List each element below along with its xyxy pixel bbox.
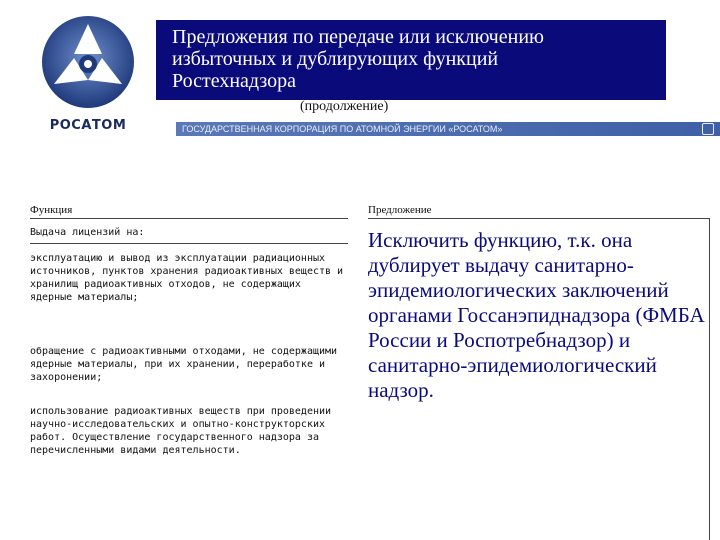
subtitle: (продолжение) <box>300 99 389 114</box>
functions-table <box>30 200 710 540</box>
header-divider <box>368 218 710 219</box>
title-line: Предложения по передаче или исключению <box>172 26 544 48</box>
rosatom-logo-icon <box>40 14 136 114</box>
function-item: использование радиоактивных веществ при проведении научно-исследовательских и опытно-конструкторских работ. Осуществление государственного надзора за перечисленными видами деятельности. <box>30 406 332 456</box>
header-divider <box>30 218 348 219</box>
function-item: эксплуатацию и вывод из эксплуатации радиационных источников, пунктов хранения радиоактивных веществ и хранилищ радиоактивных отходов, не содержащих ядерные материалы; <box>30 253 344 303</box>
title-line: избыточных и дублирующих функций <box>172 48 499 70</box>
column-header-function: Функция <box>30 204 73 216</box>
corner-mark-icon <box>702 123 714 135</box>
corporation-bar-text: ГОСУДАРСТВЕННАЯ КОРПОРАЦИЯ ПО АТОМНОЙ ЭНЕРГИИ «РОСАТОМ» <box>182 124 503 134</box>
function-item: Выдача лицензий на: <box>30 227 145 238</box>
proposal-text: Исключить функцию, т.к. она дублирует выдачу санитарно-эпидемиологических заключений органами Госсанэпиднадзора (ФМБА России и Роспотребнадзор) и санитарно-эпидемиологический надзор. <box>368 228 705 402</box>
logo-text: РОСАТОМ <box>49 118 127 133</box>
column-header-proposal: Предложение <box>368 204 432 216</box>
title-line: Ростехнадзора <box>172 70 297 92</box>
page-title <box>156 20 666 100</box>
table-right-border <box>709 218 710 540</box>
rosatom-logo <box>30 14 140 144</box>
function-item: обращение с радиоактивными отходами, не содержащими ядерные материалы, при их хранении, переработке и захоронении; <box>30 346 338 383</box>
corporation-bar <box>176 122 720 136</box>
row-divider <box>30 243 348 244</box>
